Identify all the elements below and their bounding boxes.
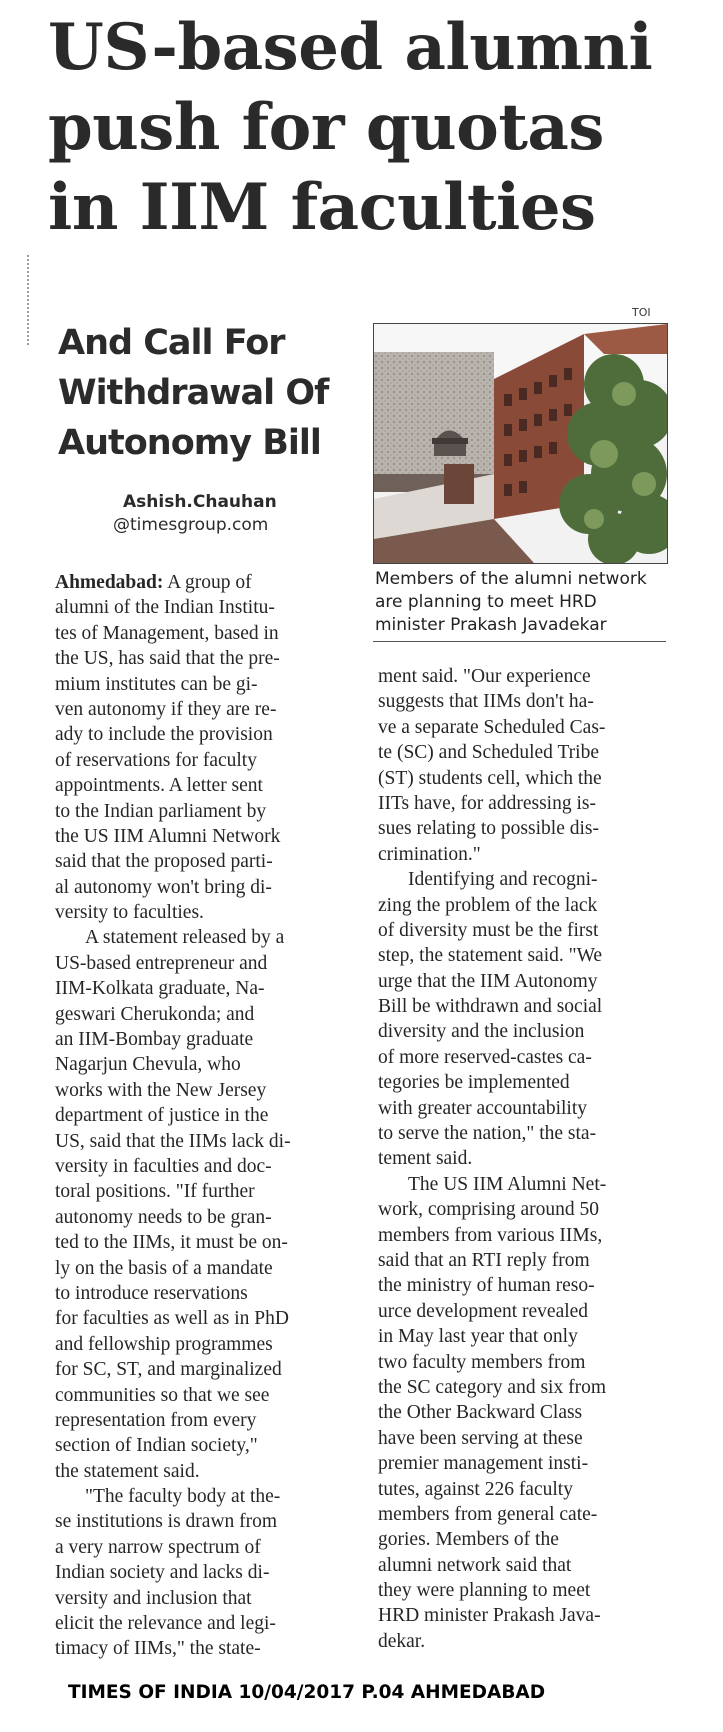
building-photo bbox=[373, 323, 668, 564]
article-line: ly on the basis of a mandate bbox=[55, 1257, 273, 1279]
photo-caption bbox=[375, 568, 675, 637]
article-column-1 bbox=[55, 570, 355, 1662]
article-line: mium institutes can be gi- bbox=[55, 673, 258, 695]
headline bbox=[48, 8, 688, 248]
margin-dots bbox=[27, 255, 31, 345]
article-line-text: A group of bbox=[163, 572, 252, 593]
article-line: ted to the IIMs, it must be on- bbox=[55, 1232, 288, 1254]
article-line: of reservations for faculty bbox=[55, 749, 257, 771]
article-line: urge that the IIM Autonomy bbox=[378, 970, 598, 992]
article-line: versity in faculties and doc- bbox=[55, 1155, 272, 1177]
article-line: an IIM-Bombay graduate bbox=[55, 1029, 254, 1051]
article-line: the statement said. bbox=[55, 1460, 200, 1482]
article-line: two faculty members from bbox=[378, 1351, 586, 1373]
article-line: have been serving at these bbox=[378, 1427, 583, 1449]
headline-line: in IIM faculties bbox=[48, 170, 596, 245]
article-line: in May last year that only bbox=[378, 1326, 578, 1348]
article-line: with greater accountability bbox=[378, 1097, 587, 1119]
article-line: tutes, against 226 faculty bbox=[378, 1478, 573, 1500]
article-line: the Other Backward Class bbox=[378, 1402, 583, 1424]
headline-line: push for quotas bbox=[48, 90, 604, 165]
article-line: zing the problem of the lack bbox=[378, 894, 598, 916]
dateline: Ahmedabad: bbox=[55, 572, 164, 593]
article-line: work, comprising around 50 bbox=[378, 1199, 599, 1221]
article-line: timacy of IIMs," the state- bbox=[55, 1638, 261, 1660]
article-line: crimination." bbox=[378, 843, 481, 865]
article-line: versity and inclusion that bbox=[55, 1587, 252, 1609]
article-line: A statement released by a bbox=[85, 927, 285, 949]
article-line: to the Indian parliament by bbox=[55, 800, 267, 822]
article-line: (ST) students cell, which the bbox=[378, 767, 602, 789]
article-line: elicit the relevance and legi- bbox=[55, 1613, 276, 1635]
article-line: section of Indian society," bbox=[55, 1435, 258, 1457]
article-line: members from various IIMs, bbox=[378, 1224, 603, 1246]
article-line: they were planning to meet bbox=[378, 1580, 591, 1602]
article-line: to serve the nation," the sta- bbox=[378, 1123, 597, 1145]
article-line: premier management insti- bbox=[378, 1453, 589, 1475]
article-line: said that an RTI reply from bbox=[378, 1249, 590, 1271]
article-line: Indian society and lacks di- bbox=[55, 1562, 270, 1584]
article-line: of diversity must be the first bbox=[378, 919, 599, 941]
caption-rule bbox=[373, 641, 666, 642]
article-line: department of justice in the bbox=[55, 1105, 269, 1127]
subhead-line: Withdrawal Of bbox=[58, 373, 329, 413]
byline-author: Ashish.Chauhan bbox=[123, 492, 277, 512]
article-line: sues relating to possible dis- bbox=[378, 818, 599, 840]
article-line: geswari Cherukonda; and bbox=[55, 1003, 255, 1025]
article-line: said that the proposed parti- bbox=[55, 851, 273, 873]
article-line: The US IIM Alumni Net- bbox=[408, 1173, 607, 1195]
article-line: ve a separate Scheduled Cas- bbox=[378, 716, 606, 738]
article-line: te (SC) and Scheduled Tribe bbox=[378, 742, 599, 764]
article-line bbox=[55, 570, 355, 595]
subhead-line: And Call For bbox=[58, 323, 285, 363]
article-line: the US, has said that the pre- bbox=[55, 648, 280, 670]
article-line: members from general cate- bbox=[378, 1503, 598, 1525]
article-line: IIM-Kolkata graduate, Na- bbox=[55, 978, 265, 1000]
article-column-2 bbox=[378, 664, 675, 1654]
article-line: works with the New Jersey bbox=[55, 1079, 267, 1101]
article-line: ven autonomy if they are re- bbox=[55, 698, 277, 720]
headline-line: US-based alumni bbox=[48, 10, 653, 85]
article-line: ment said. "Our experience bbox=[378, 666, 591, 687]
article-line: step, the statement said. "We bbox=[378, 945, 603, 967]
caption-line: are planning to meet HRD bbox=[375, 592, 597, 612]
article-line: versity to faculties. bbox=[55, 902, 204, 924]
article-line: IITs have, for addressing is- bbox=[378, 792, 596, 814]
article-line: appointments. A letter sent bbox=[55, 775, 263, 797]
article-line: the SC category and six from bbox=[378, 1376, 606, 1398]
caption-line: Members of the alumni network bbox=[375, 569, 647, 589]
subheadline bbox=[58, 318, 358, 468]
article-line: urce development revealed bbox=[378, 1300, 589, 1322]
article-line: a very narrow spectrum of bbox=[55, 1536, 261, 1558]
subhead-line: Autonomy Bill bbox=[58, 423, 321, 463]
article-line: se institutions is drawn from bbox=[55, 1511, 278, 1533]
article-line: tes of Management, based in bbox=[55, 622, 279, 644]
article-line: of more reserved-castes ca- bbox=[378, 1046, 592, 1068]
article-line: for SC, ST, and marginalized bbox=[55, 1359, 282, 1381]
photo-credit: TOI bbox=[632, 306, 651, 319]
article-line: HRD minister Prakash Java- bbox=[378, 1605, 601, 1627]
article-line: communities so that we see bbox=[55, 1384, 270, 1406]
article-line: alumni of the Indian Institu- bbox=[55, 597, 275, 619]
article-line: autonomy needs to be gran- bbox=[55, 1206, 272, 1228]
byline-email: @timesgroup.com bbox=[113, 515, 269, 535]
article-line: toral positions. "If further bbox=[55, 1181, 255, 1203]
caption-line: minister Prakash Javadekar bbox=[375, 615, 607, 635]
article-line: suggests that IIMs don't ha- bbox=[378, 691, 594, 713]
article-line: US, said that the IIMs lack di- bbox=[55, 1130, 291, 1152]
article-line: al autonomy won't bring di- bbox=[55, 876, 272, 898]
article-line: ady to include the provision bbox=[55, 724, 273, 746]
article-line: diversity and the inclusion bbox=[378, 1021, 585, 1043]
article-line: US-based entrepreneur and bbox=[55, 952, 268, 974]
article-line: Identifying and recogni- bbox=[408, 869, 598, 891]
article-line: Bill be withdrawn and social bbox=[378, 996, 603, 1018]
article-line: for faculties as well as in PhD bbox=[55, 1308, 289, 1330]
article-line: to introduce reservations bbox=[55, 1282, 248, 1304]
article-line: representation from every bbox=[55, 1409, 257, 1431]
article-line: tegories be implemented bbox=[378, 1072, 570, 1094]
article-line: the US IIM Alumni Network bbox=[55, 825, 281, 847]
article-line: tement said. bbox=[378, 1148, 473, 1170]
article-line: Nagarjun Chevula, who bbox=[55, 1054, 241, 1076]
article-line: "The faculty body at the- bbox=[85, 1486, 281, 1508]
article-line: and fellowship programmes bbox=[55, 1333, 273, 1355]
article-line: dekar. bbox=[378, 1630, 426, 1652]
building-photo-icon bbox=[374, 324, 667, 563]
article-line: alumni network said that bbox=[378, 1554, 572, 1576]
article-line: the ministry of human reso- bbox=[378, 1275, 595, 1297]
source-footer: TIMES OF INDIA 10/04/2017 P.04 AHMEDABAD bbox=[68, 1682, 546, 1703]
article-line: gories. Members of the bbox=[378, 1529, 559, 1551]
